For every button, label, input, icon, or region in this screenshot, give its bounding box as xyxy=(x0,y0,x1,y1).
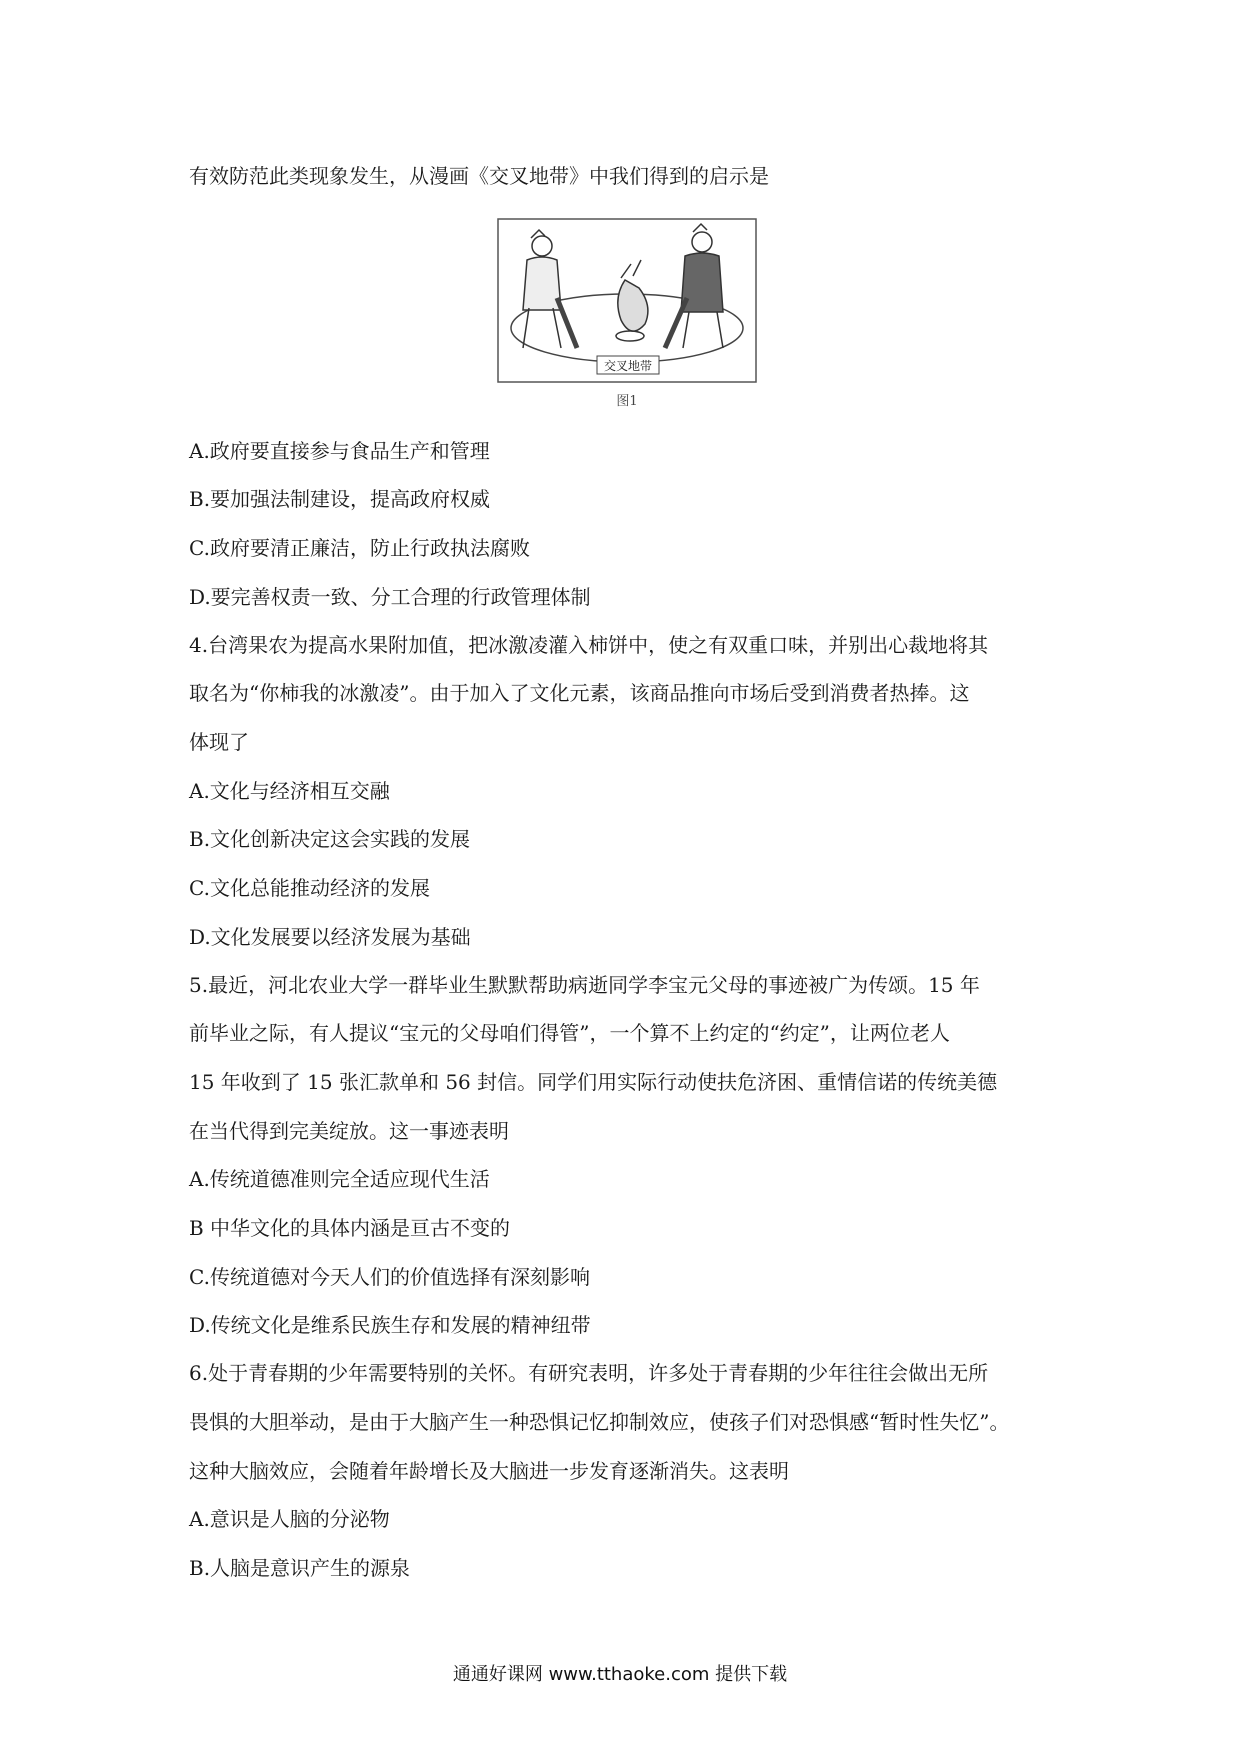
q6-stem-line: 6.处于青春期的少年需要特别的关怀。有研究表明，许多处于青春期的少年往往会做出无所 xyxy=(189,1361,989,1385)
figure-caption: 图1 xyxy=(616,394,638,409)
q6-stem-line: 这种大脑效应，会随着年龄增长及大脑进一步发育逐渐消失。这表明 xyxy=(189,1459,789,1483)
cartoon-figure xyxy=(497,218,757,409)
q6-stem-line: 畏惧的大胆举动，是由于大脑产生一种恐惧记忆抑制效应，使孩子们对恐惧感“暂时性失忆”。 xyxy=(189,1410,1010,1434)
page-footer: 通通好课网 www.tthaoke.com 提供下载 xyxy=(452,1664,788,1685)
q4-option-c: C.文化总能推动经济的发展 xyxy=(189,876,430,900)
q5-stem-line: 前毕业之际，有人提议“宝元的父母咱们得管”，一个算不上约定的“约定”，让两位老人 xyxy=(189,1021,950,1045)
q3-option-a: A.政府要直接参与食品生产和管理 xyxy=(189,439,490,463)
q6-option-a: A.意识是人脑的分泌物 xyxy=(189,1507,390,1531)
q3-option-c: C.政府要清正廉洁，防止行政执法腐败 xyxy=(189,536,530,560)
q4-option-d: D.文化发展要以经济发展为基础 xyxy=(189,925,471,949)
q5-stem-line: 5.最近，河北农业大学一群毕业生默默帮助病逝同学李宝元父母的事迹被广为传颂。15 年 xyxy=(189,973,980,997)
q5-option-d: D.传统文化是维系民族生存和发展的精神纽带 xyxy=(189,1313,591,1337)
q5-stem-line: 在当代得到完美绽放。这一事迹表明 xyxy=(189,1119,509,1143)
cartoon-title: 交叉地带 xyxy=(603,359,653,373)
q4-stem-line: 取名为“你柿我的冰激凌”。由于加入了文化元素，该商品推向市场后受到消费者热捧。这 xyxy=(189,681,970,705)
intro-text: 有效防范此类现象发生，从漫画《交叉地带》中我们得到的启示是 xyxy=(189,164,769,188)
q5-option-a: A.传统道德准则完全适应现代生活 xyxy=(189,1167,490,1191)
cartoon-illustration xyxy=(497,218,757,383)
q5-stem-line: 15 年收到了 15 张汇款单和 56 封信。同学们用实际行动使扶危济困、重情信诺的传统美德 xyxy=(189,1070,998,1094)
q5-option-b: B 中华文化的具体内涵是亘古不变的 xyxy=(189,1216,511,1240)
q3-option-b: B.要加强法制建设，提高政府权威 xyxy=(189,487,491,511)
q6-option-b: B.人脑是意识产生的源泉 xyxy=(189,1556,411,1580)
q4-option-a: A.文化与经济相互交融 xyxy=(189,779,390,803)
q3-option-d: D.要完善权责一致、分工合理的行政管理体制 xyxy=(189,585,591,609)
q4-option-b: B.文化创新决定这会实践的发展 xyxy=(189,827,471,851)
q5-option-c: C.传统道德对今天人们的价值选择有深刻影响 xyxy=(189,1265,590,1289)
q4-stem-line: 4.台湾果农为提高水果附加值，把冰激凌灌入柿饼中，使之有双重口味，并别出心裁地将其 xyxy=(189,633,989,657)
q4-stem-line: 体现了 xyxy=(189,730,249,754)
